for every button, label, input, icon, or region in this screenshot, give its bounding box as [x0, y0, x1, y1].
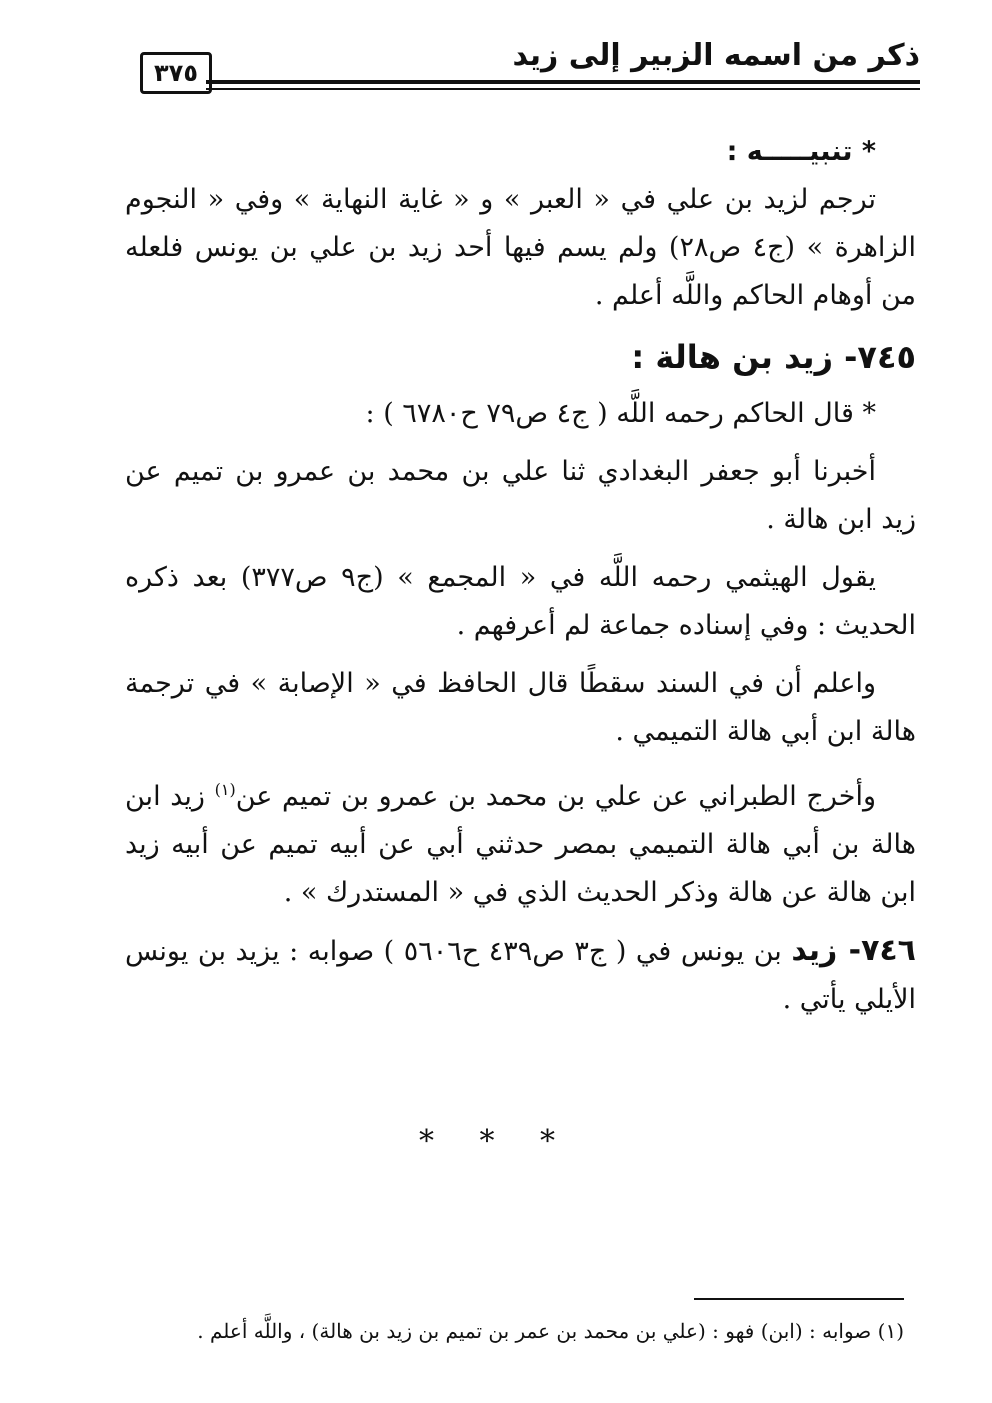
entry-745-citation: * قال الحاكم رحمه اللَّه ( ج٤ ص٧٩ ح٦٧٨٠ ) :	[365, 398, 876, 429]
entry-746-text: بن يونس في ( ج٣ ص٤٣٩ ح٥٦٠٦ ) صوابه : يزيد بن يونس الأيلي يأتي .	[125, 936, 916, 1015]
entry-746-heading: ٧٤٦- زيد	[791, 933, 916, 968]
footnote-reference: (١)	[214, 780, 236, 799]
note-heading: * تنبيـــــه :	[726, 136, 876, 167]
entry-745-paragraph-1: أخبرنا أبو جعفر البغدادي ثنا علي بن محمد بن عمرو بن تميم عن زيد ابن هالة .	[125, 456, 916, 535]
entry-745-paragraph-4	[125, 766, 916, 917]
entry-745-paragraph-3: واعلم أن في السند سقطًا قال الحافظ في « الإصابة » في ترجمة هالة ابن أبي هالة التميمي .	[125, 668, 916, 747]
paragraph-4-text-a: وأخرج الطبراني عن علي بن محمد بن عمرو بن تميم عن	[235, 781, 876, 812]
footnote-rule	[694, 1298, 904, 1300]
page-number: ٣٧٥	[140, 52, 212, 94]
entry-745-paragraph-2: يقول الهيثمي رحمه اللَّه في « المجمع » (ج٩ ص٣٧٧) بعد ذكره الحديث : وفي إسناده جماعة لم أعرفهم .	[125, 562, 916, 641]
footnote: (١) صوابه : (ابن) فهو : (علي بن محمد بن عمر بن تميم بن زيد بن هالة) ، واللَّه أعلم .	[197, 1319, 904, 1343]
section-separator: * * *	[418, 1124, 574, 1159]
header-rule-thick	[206, 80, 920, 84]
running-title: ذكر من اسمه الزبير إلى زيد	[512, 38, 920, 73]
entry-746	[125, 927, 916, 1024]
paragraph-4-text-b: زيد ابن هالة بن أبي هالة التميمي بمصر حدثني أبي عن أبيه تميم عن أبيه زيد ابن هالة عن هالة وذكر الحديث الذي في « المستدرك » .	[125, 781, 916, 908]
main-text	[125, 128, 916, 1034]
header-rule-thin	[206, 88, 920, 90]
note-paragraph: ترجم لزيد بن علي في « العبر » و « غاية النهاية » وفي « النجوم الزاهرة » (ج٤ ص٢٨) ولم يسم فيها أحد زيد بن علي بن يونس فلعله من أوهام الحاكم واللَّه أعلم .	[125, 184, 916, 311]
entry-745-heading: ٧٤٥- زيد بن هالة :	[631, 338, 916, 376]
